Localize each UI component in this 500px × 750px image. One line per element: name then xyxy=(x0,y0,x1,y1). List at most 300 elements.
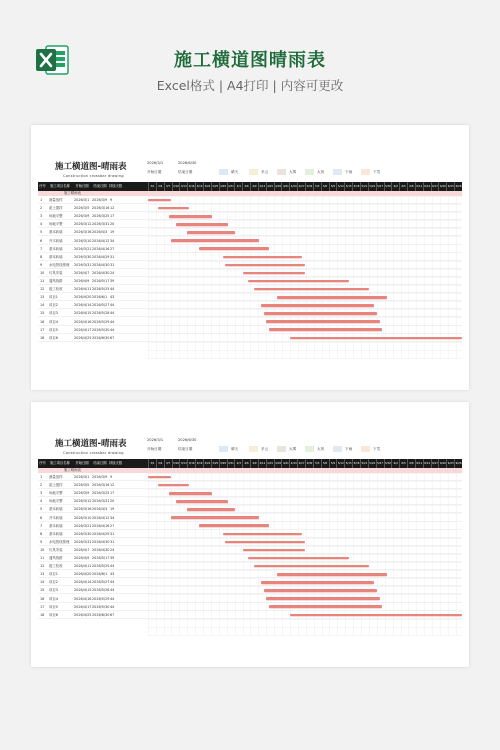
legend-swatch xyxy=(361,169,370,175)
day-column-header: 3/31 xyxy=(227,459,235,468)
task-end-date: 2026/4/16 xyxy=(92,523,110,528)
legend-label: 下雨 xyxy=(345,447,353,451)
task-name: 项目4 xyxy=(49,319,58,324)
task-name: 开木砖墙 xyxy=(49,238,63,243)
gantt-bar xyxy=(199,524,268,527)
day-column-header: 6/2 xyxy=(391,459,399,468)
legend-label: 下雪 xyxy=(373,447,381,451)
task-start-date: 2026/3/21 xyxy=(74,246,92,251)
task-start-date: 2026/3/9 xyxy=(74,214,90,219)
task-start-date: 2026/3/5 xyxy=(74,483,90,488)
task-number: 8 xyxy=(40,254,43,259)
task-end-date: 2026/6/1 xyxy=(92,572,108,577)
legend-swatch xyxy=(219,169,228,175)
task-end-date: 2026/4/12 xyxy=(92,238,110,243)
task-end-date: 2026/5/29 xyxy=(92,596,110,601)
task-duration: 43 xyxy=(110,572,115,577)
day-column-header: 6/23 xyxy=(446,182,454,191)
task-end-date: 2026/5/29 xyxy=(92,319,110,324)
task-start-date: 2026/4/15 xyxy=(74,311,92,316)
gantt-bar xyxy=(248,557,348,560)
task-number: 9 xyxy=(40,539,43,544)
day-column-header: 5/21 xyxy=(360,459,368,468)
day-column-header: 3/25 xyxy=(211,182,219,191)
task-name: 项目5 xyxy=(49,604,58,609)
day-column-header: 3/7 xyxy=(164,459,172,468)
task-duration: 12 xyxy=(110,206,115,211)
task-number: 13 xyxy=(40,572,45,577)
day-column-header: 3/10 xyxy=(172,182,180,191)
task-number: 16 xyxy=(40,319,45,324)
sheet-preview-1 xyxy=(31,125,469,390)
task-number: 3 xyxy=(40,214,43,219)
task-number: 14 xyxy=(40,303,45,308)
task-name: 项目1 xyxy=(49,572,58,577)
gantt-bar xyxy=(248,280,348,283)
task-duration: 19 xyxy=(110,507,115,512)
table-row xyxy=(38,603,462,611)
table-header xyxy=(38,182,462,191)
gantt-bar xyxy=(290,614,462,617)
day-column-header: 5/9 xyxy=(329,182,337,191)
task-start-date: 2026/4/15 xyxy=(74,588,92,593)
task-end-date: 2026/5/28 xyxy=(92,311,110,316)
day-column-header: 6/26 xyxy=(454,182,462,191)
column-header: 开始日期 xyxy=(75,184,89,188)
legend-label: 晴天 xyxy=(231,170,239,174)
day-column-header: 6/20 xyxy=(438,182,446,191)
task-start-date: 2026/4/7 xyxy=(74,547,90,552)
task-duration: 43 xyxy=(110,295,115,300)
day-column-header: 4/18 xyxy=(274,182,282,191)
task-number: 15 xyxy=(40,588,45,593)
task-end-date: 2026/3/9 xyxy=(92,475,108,479)
task-start-date: 2026/4/25 xyxy=(74,612,92,617)
column-header: 序号 xyxy=(39,461,46,465)
column-header: 施工项目名称 xyxy=(50,461,70,465)
task-number: 10 xyxy=(40,270,45,275)
gantt-bar xyxy=(243,272,305,275)
task-end-date: 2026/5/25 xyxy=(92,287,110,292)
legend-label: 多云 xyxy=(261,447,269,451)
day-column-header: 3/19 xyxy=(195,459,203,468)
task-number: 7 xyxy=(40,523,43,528)
task-name: 竣工验收 xyxy=(49,564,63,569)
table-row xyxy=(38,301,462,309)
page-subtitle: Excel格式 | A4打印 | 内容可更改 xyxy=(156,78,344,93)
task-duration: 31 xyxy=(110,262,115,267)
day-column-header: 5/12 xyxy=(336,182,344,191)
task-end-date: 2026/5/30 xyxy=(92,327,110,332)
task-number: 17 xyxy=(40,327,45,332)
task-end-date: 2026/4/29 xyxy=(92,531,110,536)
task-duration: 27 xyxy=(110,523,115,528)
task-end-date: 2026/4/30 xyxy=(92,262,110,267)
task-duration: 9 xyxy=(110,475,113,479)
gantt-bar xyxy=(223,533,303,536)
day-column-header: 4/15 xyxy=(266,182,274,191)
legend-label: 大雾 xyxy=(289,170,297,174)
sheet-subtitle: Construction crossbar drawing xyxy=(63,451,124,455)
task-number: 6 xyxy=(40,515,43,520)
end-date-label: 结束日期 xyxy=(178,447,193,451)
day-column-header: 4/9 xyxy=(250,182,258,191)
day-column-header: 3/13 xyxy=(179,182,187,191)
task-duration: 44 xyxy=(110,327,115,332)
task-duration: 31 xyxy=(110,539,115,544)
table-row xyxy=(38,481,462,489)
gantt-bar xyxy=(176,223,227,226)
task-duration: 17 xyxy=(110,491,115,496)
task-end-date: 2026/4/30 xyxy=(92,539,110,544)
task-end-date: 2026/4/3 xyxy=(92,230,108,235)
task-end-date: 2026/5/25 xyxy=(92,564,110,569)
task-name: 基本砖墙 xyxy=(49,246,63,251)
task-name: 场地平整 xyxy=(49,499,63,504)
day-column-header: 3/19 xyxy=(195,182,203,191)
legend-label: 大风 xyxy=(317,170,325,174)
task-duration: 27 xyxy=(110,246,115,251)
gantt-bar xyxy=(225,264,305,267)
task-name: 项目3 xyxy=(49,588,58,593)
task-start-date: 2026/4/11 xyxy=(74,564,92,569)
task-start-date: 2026/3/12 xyxy=(74,222,92,227)
task-name: 基本砖墙 xyxy=(49,254,63,259)
day-column-header: 5/15 xyxy=(344,182,352,191)
day-column-header: 6/26 xyxy=(454,459,462,468)
day-column-header: 3/22 xyxy=(203,459,211,468)
task-name: 项目1 xyxy=(49,295,58,300)
task-start-date: 2026/4/17 xyxy=(74,327,92,332)
gantt-bar xyxy=(176,500,227,503)
task-start-date: 2026/3/10 xyxy=(74,238,92,243)
task-name: 测量放样 xyxy=(49,475,63,479)
start-date-label: 开始日期 xyxy=(147,447,162,451)
table-row xyxy=(38,497,462,505)
task-start-date: 2026/3/9 xyxy=(74,491,90,496)
task-start-date: 2026/3/10 xyxy=(74,515,92,520)
day-column-header: 4/27 xyxy=(297,459,305,468)
task-start-date: 2026/4/7 xyxy=(74,270,90,275)
task-start-date: 2026/4/14 xyxy=(74,303,92,308)
task-start-date: 2026/4/14 xyxy=(74,580,92,585)
task-start-date: 2026/3/16 xyxy=(74,507,92,512)
task-start-date: 2026/3/31 xyxy=(74,262,92,267)
task-name: 水电管线预埋 xyxy=(49,539,70,544)
task-end-date: 2026/6/30 xyxy=(92,335,110,340)
task-start-date: 2026/3/30 xyxy=(74,254,92,259)
task-name: 项目6 xyxy=(49,612,58,617)
day-column-header: 3/1 xyxy=(148,459,156,468)
task-number: 1 xyxy=(40,475,43,479)
task-name: 开木砖墙 xyxy=(49,515,63,520)
legend-swatch xyxy=(219,446,228,452)
day-column-header: 4/3 xyxy=(234,182,242,191)
task-start-date: 2026/4/17 xyxy=(74,604,92,609)
legend-label: 下雪 xyxy=(373,170,381,174)
legend-swatch xyxy=(249,169,258,175)
day-column-header: 5/18 xyxy=(352,182,360,191)
task-name: 通风线路 xyxy=(49,279,63,283)
day-column-header: 3/25 xyxy=(211,459,219,468)
table-header xyxy=(38,459,462,468)
column-header: 结束日期 xyxy=(93,461,107,465)
day-column-header: 3/13 xyxy=(179,459,187,468)
task-start-date: 2026/3/21 xyxy=(74,523,92,528)
gantt-bar xyxy=(290,337,462,340)
day-column-header: 5/30 xyxy=(384,182,392,191)
task-start-date: 2026/3/1 xyxy=(74,475,90,479)
task-name: 场地平整 xyxy=(49,491,63,496)
gantt-bar xyxy=(187,508,236,511)
task-duration: 67 xyxy=(110,612,115,617)
task-duration: 44 xyxy=(110,588,115,593)
table-row xyxy=(38,595,462,603)
task-name: 项目3 xyxy=(49,311,58,316)
task-name: 项目5 xyxy=(49,327,58,332)
task-number: 6 xyxy=(40,238,43,243)
task-name: 场地平整 xyxy=(49,222,63,227)
task-start-date: 2026/4/20 xyxy=(74,295,92,300)
day-column-header: 4/30 xyxy=(305,182,313,191)
day-column-header: 4/21 xyxy=(281,182,289,191)
end-date-label: 结束日期 xyxy=(178,170,193,174)
task-duration: 44 xyxy=(110,564,115,569)
column-header: 持续天数 xyxy=(109,461,123,465)
task-duration: 39 xyxy=(110,556,115,560)
task-end-date: 2026/4/30 xyxy=(92,270,110,275)
sheet-subtitle: Construction crossbar drawing xyxy=(63,174,124,178)
table-row xyxy=(38,562,462,570)
task-duration: 44 xyxy=(110,303,115,308)
gantt-bar xyxy=(266,320,379,323)
task-duration: 44 xyxy=(110,580,115,585)
gantt-bar xyxy=(171,516,259,519)
table-row xyxy=(38,578,462,586)
table-row xyxy=(38,220,462,228)
day-column-header: 3/4 xyxy=(156,459,164,468)
day-column-header: 4/12 xyxy=(258,459,266,468)
day-column-header: 3/16 xyxy=(187,182,195,191)
task-end-date: 2026/5/28 xyxy=(92,588,110,593)
table-row xyxy=(38,204,462,212)
day-column-header: 3/31 xyxy=(227,182,235,191)
day-column-header: 4/30 xyxy=(305,459,313,468)
task-number: 17 xyxy=(40,604,45,609)
day-column-header: 5/27 xyxy=(376,459,384,468)
project-start-date: 2026/3/1 xyxy=(147,438,164,442)
task-start-date: 2026/3/16 xyxy=(74,230,92,235)
task-duration: 31 xyxy=(110,531,115,536)
day-column-header: 6/20 xyxy=(438,459,446,468)
task-start-date: 2026/4/11 xyxy=(74,287,92,292)
task-start-date: 2026/3/31 xyxy=(74,539,92,544)
day-column-header: 5/30 xyxy=(384,459,392,468)
legend-swatch xyxy=(361,446,370,452)
legend-label: 下雨 xyxy=(345,170,353,174)
task-name: 基本砖墙 xyxy=(49,523,63,528)
task-end-date: 2026/3/16 xyxy=(92,483,110,488)
legend-swatch xyxy=(333,169,342,175)
day-column-header: 3/4 xyxy=(156,182,164,191)
task-number: 5 xyxy=(40,230,43,235)
gantt-bar xyxy=(199,247,268,250)
gantt-bar xyxy=(169,492,213,495)
day-column-header: 4/21 xyxy=(281,459,289,468)
task-number: 12 xyxy=(40,287,45,292)
table-row xyxy=(38,212,462,220)
gantt-bar xyxy=(261,304,374,307)
task-start-date: 2026/4/16 xyxy=(74,596,92,601)
task-number: 11 xyxy=(40,556,45,560)
day-column-header: 5/3 xyxy=(313,182,321,191)
task-name: 竣工验收 xyxy=(49,287,63,292)
day-column-header: 6/2 xyxy=(391,182,399,191)
project-end-date: 2026/6/30 xyxy=(178,161,197,165)
day-column-header: 5/24 xyxy=(368,459,376,468)
task-start-date: 2026/4/9 xyxy=(74,556,90,560)
legend-swatch xyxy=(249,446,258,452)
table-row xyxy=(38,489,462,497)
column-header: 序号 xyxy=(39,184,46,188)
task-start-date: 2026/3/30 xyxy=(74,531,92,536)
gantt-bar xyxy=(148,199,171,202)
day-column-header: 3/16 xyxy=(187,459,195,468)
task-duration: 67 xyxy=(110,335,115,340)
task-end-date: 2026/5/30 xyxy=(92,604,110,609)
task-end-date: 2026/5/27 xyxy=(92,580,110,585)
task-name: 基本砖墙 xyxy=(49,531,63,536)
task-end-date: 2026/6/30 xyxy=(92,612,110,617)
task-end-date: 2026/5/17 xyxy=(92,279,110,283)
day-column-header: 6/14 xyxy=(423,182,431,191)
task-duration: 20 xyxy=(110,499,115,504)
task-number: 5 xyxy=(40,507,43,512)
task-number: 18 xyxy=(40,335,45,340)
task-name: 泥土搅拌 xyxy=(49,206,63,211)
table-row xyxy=(38,309,462,317)
start-date-label: 开始日期 xyxy=(147,170,162,174)
day-column-header: 6/8 xyxy=(407,459,415,468)
gantt-bar xyxy=(264,589,377,592)
gantt-bar xyxy=(277,296,388,299)
task-number: 13 xyxy=(40,295,45,300)
legend-swatch xyxy=(333,446,342,452)
task-name: 场地平整 xyxy=(49,214,63,219)
gantt-bar xyxy=(264,312,377,315)
task-start-date: 2026/3/12 xyxy=(74,499,92,504)
table-row xyxy=(38,570,462,578)
task-end-date: 2026/4/3 xyxy=(92,507,108,512)
task-name: 灯具安装 xyxy=(49,270,63,275)
task-duration: 20 xyxy=(110,222,115,227)
gantt-bar xyxy=(148,476,171,479)
legend-swatch xyxy=(305,446,314,452)
day-column-header: 4/15 xyxy=(266,459,274,468)
day-column-header: 3/28 xyxy=(219,182,227,191)
task-end-date: 2026/3/25 xyxy=(92,491,110,496)
day-column-header: 6/23 xyxy=(446,459,454,468)
task-end-date: 2026/3/31 xyxy=(92,499,110,504)
task-duration: 44 xyxy=(110,604,115,609)
section-label: 施工晴雨表 xyxy=(64,468,81,472)
project-end-date: 2026/6/30 xyxy=(178,438,197,442)
task-end-date: 2026/3/16 xyxy=(92,206,110,211)
gantt-bar xyxy=(266,597,379,600)
task-duration: 34 xyxy=(110,515,115,520)
task-number: 2 xyxy=(40,206,43,211)
task-name: 基本砖墙 xyxy=(49,507,63,512)
legend-label: 多云 xyxy=(261,170,269,174)
task-end-date: 2026/5/27 xyxy=(92,303,110,308)
day-column-header: 4/6 xyxy=(242,459,250,468)
task-end-date: 2026/5/17 xyxy=(92,556,110,560)
task-duration: 24 xyxy=(110,270,115,275)
day-column-header: 4/12 xyxy=(258,182,266,191)
task-start-date: 2026/4/25 xyxy=(74,335,92,340)
legend-swatch xyxy=(277,169,286,175)
day-column-header: 6/5 xyxy=(399,459,407,468)
task-number: 1 xyxy=(40,198,43,202)
day-column-header: 5/24 xyxy=(368,182,376,191)
task-number: 15 xyxy=(40,311,45,316)
column-header: 持续天数 xyxy=(109,184,123,188)
gantt-bar xyxy=(169,215,213,218)
day-column-header: 3/1 xyxy=(148,182,156,191)
task-end-date: 2026/3/9 xyxy=(92,198,108,202)
task-start-date: 2026/4/16 xyxy=(74,319,92,324)
task-number: 7 xyxy=(40,246,43,251)
task-number: 12 xyxy=(40,564,45,569)
table-row xyxy=(38,293,462,301)
page-title: 施工横道图晴雨表 xyxy=(174,50,326,71)
task-end-date: 2026/3/31 xyxy=(92,222,110,227)
day-column-header: 5/18 xyxy=(352,459,360,468)
legend-swatch xyxy=(305,169,314,175)
day-column-header: 6/11 xyxy=(415,182,423,191)
task-name: 项目6 xyxy=(49,335,58,340)
day-column-header: 4/9 xyxy=(250,459,258,468)
day-column-header: 6/11 xyxy=(415,459,423,468)
day-column-header: 6/5 xyxy=(399,182,407,191)
task-number: 9 xyxy=(40,262,43,267)
day-column-header: 6/17 xyxy=(431,182,439,191)
task-end-date: 2026/4/12 xyxy=(92,515,110,520)
task-name: 水电管线预埋 xyxy=(49,262,70,267)
task-end-date: 2026/6/1 xyxy=(92,295,108,300)
task-number: 18 xyxy=(40,612,45,617)
task-number: 10 xyxy=(40,547,45,552)
task-end-date: 2026/4/16 xyxy=(92,246,110,251)
task-duration: 44 xyxy=(110,596,115,601)
day-column-header: 3/28 xyxy=(219,459,227,468)
task-start-date: 2026/4/9 xyxy=(74,279,90,283)
gantt-bar xyxy=(187,231,236,234)
task-name: 基本砖墙 xyxy=(49,230,63,235)
task-name: 项目4 xyxy=(49,596,58,601)
legend-label: 大风 xyxy=(317,447,325,451)
column-header: 结束日期 xyxy=(93,184,107,188)
task-start-date: 2026/3/1 xyxy=(74,198,90,202)
task-duration: 34 xyxy=(110,238,115,243)
day-column-header: 3/7 xyxy=(164,182,172,191)
task-number: 11 xyxy=(40,279,45,283)
task-number: 2 xyxy=(40,483,43,488)
day-column-header: 6/8 xyxy=(407,182,415,191)
day-column-header: 6/17 xyxy=(431,459,439,468)
task-end-date: 2026/4/29 xyxy=(92,254,110,259)
task-name: 项目2 xyxy=(49,580,58,585)
